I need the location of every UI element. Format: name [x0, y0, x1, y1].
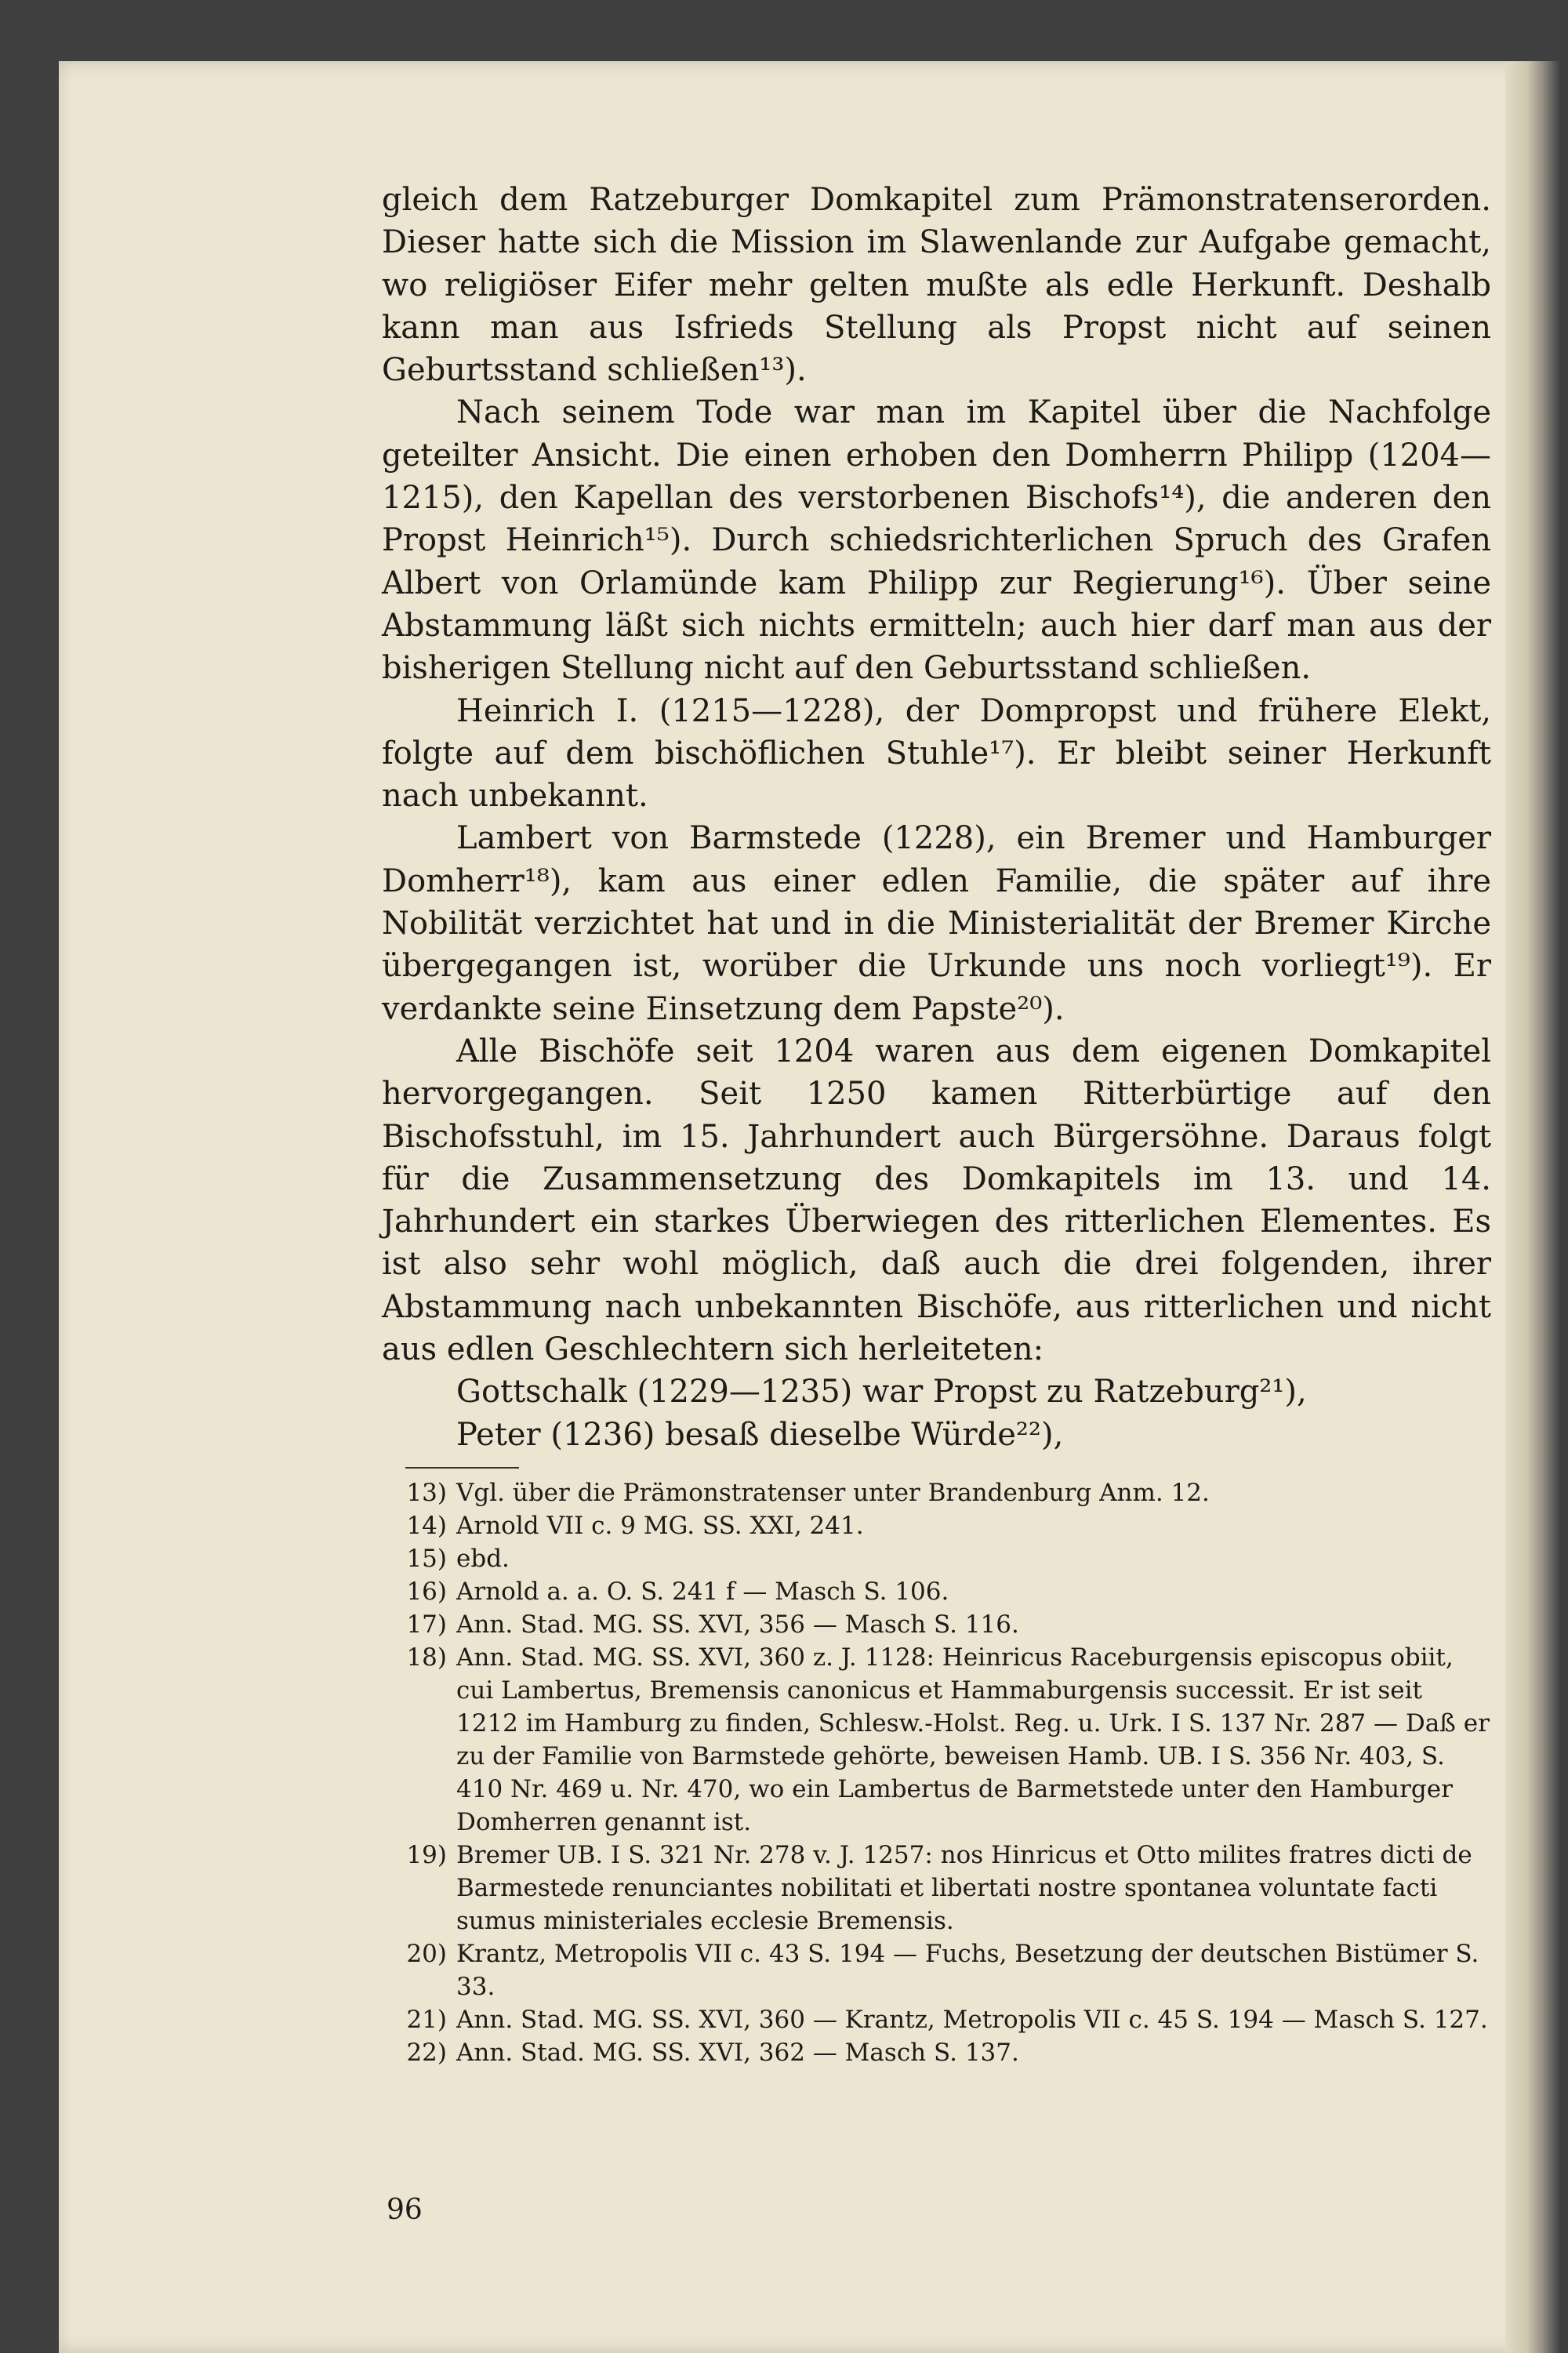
text-block [382, 179, 1491, 2069]
footnote [382, 1937, 1491, 2003]
list-item: Gottschalk (1229—1235) war Propst zu Ratzeburg²¹), [456, 1374, 1307, 1411]
footnote-text: Ann. Stad. MG. SS. XVI, 362 — Masch S. 137. [456, 2038, 1019, 2067]
footnote [382, 1509, 1491, 1542]
footnote-divider [405, 1467, 519, 1469]
footnote-number: 14) [406, 1511, 447, 1540]
paragraph-3: Heinrich I. (1215—1228), der Dompropst und frühere Elekt, folgte auf dem bischöflichen Stuhle¹⁷). Er bleibt seiner Herkunft nach unbekannt. [382, 692, 1491, 815]
footnote [382, 2003, 1491, 2036]
footnote-text: Arnold VII c. 9 MG. SS. XXI, 241. [456, 1511, 864, 1540]
footnote-text: Ann. Stad. MG. SS. XVI, 360 — Krantz, Metropolis VII c. 45 S. 194 — Masch S. 127. [456, 2005, 1488, 2034]
list-item: Peter (1236) besaß dieselbe Würde²²), [456, 1416, 1064, 1453]
footnote [382, 2036, 1491, 2069]
footnote-number: 21) [406, 2005, 447, 2034]
footnote-number: 18) [406, 1643, 447, 1672]
footnote-text: ebd. [456, 1544, 510, 1573]
footnotes-list [382, 1476, 1491, 2069]
footnote [382, 1641, 1491, 1839]
footnote-number: 20) [406, 1939, 447, 1968]
page-number: 96 [387, 2194, 423, 2226]
paragraph-4: Lambert von Barmstede (1228), ein Bremer und Hamburger Domherr¹⁸), kam aus einer edlen Familie, die später auf ihre Nobilität verzichtet hat und in die Ministerialität der Bremer Kirche übergegangen ist, worüber die Urkunde uns noch vorliegt¹⁹). Er verdankte seine Einsetzung dem Papste²⁰). [382, 820, 1491, 1027]
footnote [382, 1575, 1491, 1608]
footnote-text: Arnold a. a. O. S. 241 f — Masch S. 106. [456, 1577, 949, 1606]
paragraph-5: Alle Bischöfe seit 1204 waren aus dem eigenen Domkapitel hervorgegangen. Seit 1250 kamen Ritterbürtige auf den Bischofsstuhl, im 15. Jahrhundert auch Bürgersöhne. Daraus folgt für die Zusammensetzung des Domkapitels im 13. und 14. Jahrhundert ein starkes Überwiegen des ritterlichen Elementes. Es ist also sehr wohl möglich, daß auch die drei folgenden, ihrer Abstammung nach unbekannten Bischöfe, aus ritterlichen und nicht aus edlen Geschlechtern sich herleiteten: [382, 1033, 1491, 1368]
footnote-text: Bremer UB. I S. 321 Nr. 278 v. J. 1257: nos Hinricus et Otto milites fratres dicti de Barmestede renunciantes nobilitati et libertati nostre spontanea voluntate facti sumus ministeriales ecclesie Bremensis. [456, 1840, 1472, 1935]
book-page [59, 61, 1560, 2353]
footnote-number: 22) [406, 2038, 447, 2067]
footnote-text: Ann. Stad. MG. SS. XVI, 356 — Masch S. 116. [456, 1610, 1019, 1639]
footnote [382, 1839, 1491, 1937]
page-gutter [1505, 61, 1560, 2353]
footnote [382, 1542, 1491, 1575]
footnote-text: Vgl. über die Prämonstratenser unter Brandenburg Anm. 12. [456, 1478, 1210, 1507]
footnote-number: 15) [406, 1544, 447, 1573]
footnote-text: Ann. Stad. MG. SS. XVI, 360 z. J. 1128: Heinricus Raceburgensis episcopus obiit, cui Lambertus, Bremensis canonicus et Hammaburgensis successit. Er ist seit 1212 im Hamburg zu finden, Schlesw.-Holst. Reg. u. Urk. I S. 137 Nr. 287 — Daß er zu der Familie von Barmstede gehörte, beweisen Hamb. UB. I S. 356 Nr. 403, S. 410 Nr. 469 u. Nr. 470, wo ein Lambertus de Barmetstede unter den Hamburger Domherren genannt ist. [456, 1643, 1490, 1836]
footnote-number: 13) [406, 1478, 447, 1507]
footnote [382, 1476, 1491, 1509]
footnote-text: Krantz, Metropolis VII c. 43 S. 194 — Fuchs, Besetzung der deutschen Bistümer S. 33. [456, 1939, 1479, 2001]
paragraph-2: Nach seinem Tode war man im Kapitel über die Nachfolge geteilter Ansicht. Die einen erhoben den Domherrn Philipp (1204—1215), den Kapellan des verstorbenen Bischofs¹⁴), die anderen den Propst Heinrich¹⁵). Durch schiedsrichterlichen Spruch des Grafen Albert von Orlamünde kam Philipp zur Regierung¹⁶). Über seine Abstammung läßt sich nichts ermitteln; auch hier darf man aus der bisherigen Stellung nicht auf den Geburtsstand schließen. [382, 394, 1491, 687]
paragraph-1: gleich dem Ratzeburger Domkapitel zum Prämonstratenserorden. Dieser hatte sich die Mission im Slawenlande zur Aufgabe gemacht, wo religiöser Eifer mehr gelten mußte als edle Herkunft. Deshalb kann man aus Isfrieds Stellung als Propst nicht auf seinen Geburtsstand schließen¹³). [382, 182, 1491, 389]
footnote [382, 1608, 1491, 1641]
footnote-number: 19) [406, 1840, 447, 1869]
footnote-number: 16) [406, 1577, 447, 1606]
footnote-number: 17) [406, 1610, 447, 1639]
